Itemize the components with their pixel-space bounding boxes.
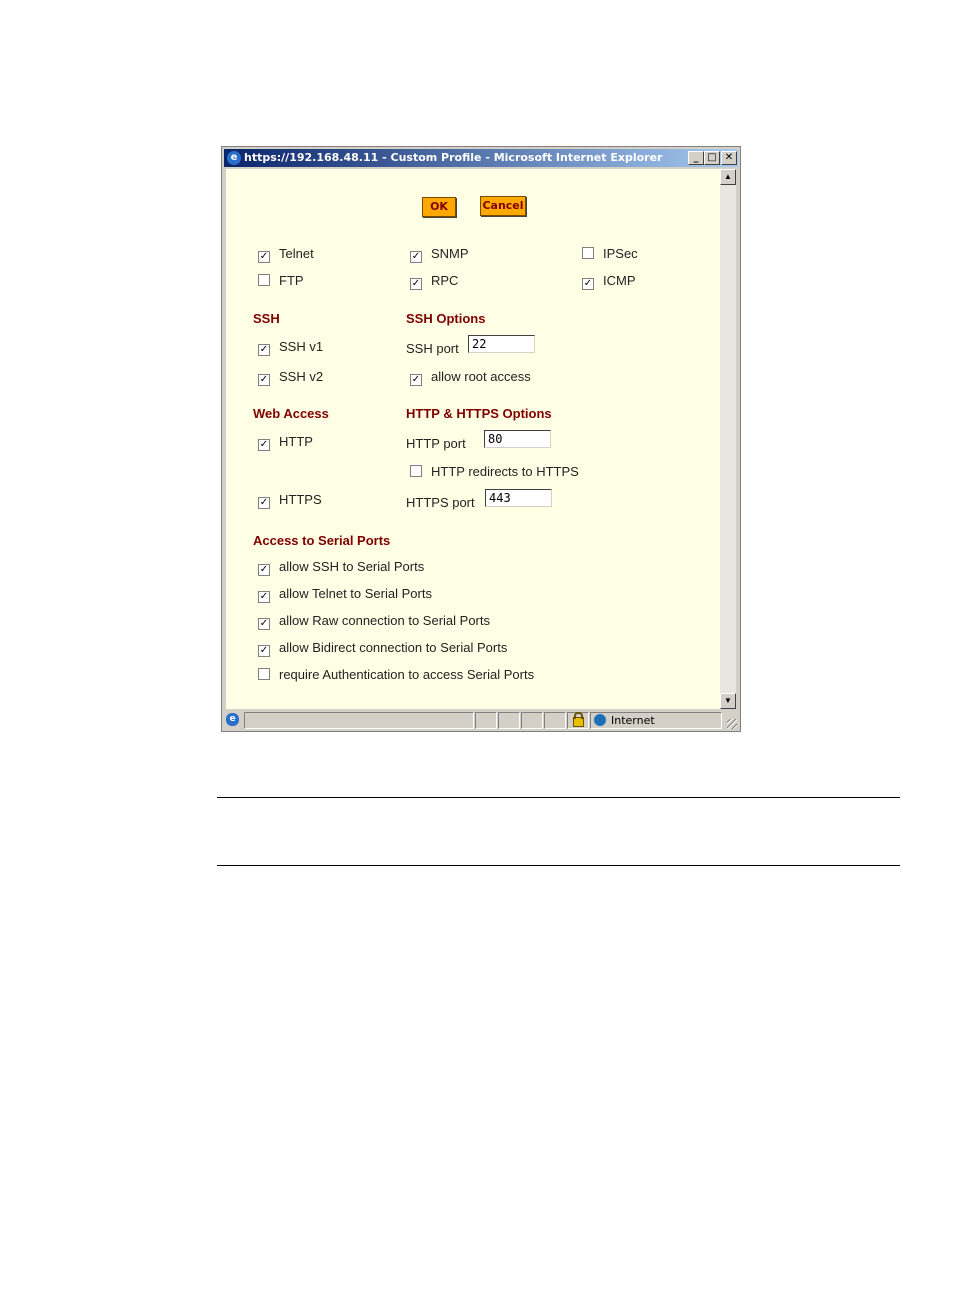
http-port-label: HTTP port: [406, 436, 466, 451]
web-access-heading: Web Access: [253, 406, 329, 421]
checkbox-telnet[interactable]: [258, 246, 314, 263]
checkbox-label: HTTPS: [279, 492, 322, 507]
zone-label: Internet: [611, 714, 655, 727]
globe-icon: [594, 714, 606, 726]
checkbox-icon[interactable]: ✓: [259, 591, 269, 602]
https-port-input[interactable]: 443: [485, 489, 552, 507]
lock-icon: [567, 712, 589, 729]
checkbox-label: Telnet: [279, 246, 314, 261]
checkbox-serial-ssh[interactable]: [258, 559, 424, 576]
resize-grip-icon[interactable]: [727, 719, 737, 729]
divider: [217, 797, 900, 798]
checkbox-icon[interactable]: ✓: [259, 251, 269, 262]
checkbox-icon[interactable]: ✓: [259, 645, 269, 656]
checkbox-label: IPSec: [603, 246, 638, 261]
serial-ports-heading: Access to Serial Ports: [253, 533, 391, 548]
checkbox-icon[interactable]: ✓: [259, 564, 269, 575]
scroll-down-icon[interactable]: ▼: [720, 693, 736, 709]
window-title: https://192.168.48.11 - Custom Profile - Microsoft Internet Explorer: [244, 151, 663, 164]
checkbox-rpc[interactable]: [410, 273, 458, 290]
checkbox-snmp[interactable]: [410, 246, 469, 263]
ie-icon: e: [227, 151, 241, 165]
checkbox-icon[interactable]: ✓: [411, 278, 421, 289]
zone-pane: [590, 712, 722, 729]
checkbox-ssh-v1[interactable]: [258, 339, 323, 356]
checkbox-icon[interactable]: ✓: [259, 344, 269, 355]
checkbox-ipsec[interactable]: [582, 246, 638, 261]
vertical-scrollbar[interactable]: [720, 169, 736, 709]
status-text-pane: [244, 712, 474, 729]
checkbox-icon[interactable]: [258, 274, 270, 286]
checkbox-label: allow Telnet to Serial Ports: [279, 586, 432, 601]
scroll-up-icon[interactable]: ▲: [720, 169, 736, 185]
status-pane: [544, 712, 566, 729]
checkbox-icon[interactable]: [582, 247, 594, 259]
checkbox-https[interactable]: [258, 492, 322, 509]
ssh-port-input[interactable]: 22: [468, 335, 535, 353]
page-content: [226, 169, 720, 709]
checkbox-icon[interactable]: ✓: [583, 278, 593, 289]
checkbox-label: allow Raw connection to Serial Ports: [279, 613, 490, 628]
checkbox-label: ICMP: [603, 273, 636, 288]
checkbox-label: allow root access: [431, 369, 531, 384]
title-bar[interactable]: [224, 149, 738, 167]
checkbox-http-redirect[interactable]: [410, 464, 579, 479]
checkbox-label: allow Bidirect connection to Serial Ports: [279, 640, 508, 655]
checkbox-label: FTP: [279, 273, 304, 288]
ssh-port-label: SSH port: [406, 341, 459, 356]
checkbox-icon[interactable]: ✓: [411, 374, 421, 385]
checkbox-ssh-v2[interactable]: [258, 369, 323, 386]
close-button[interactable]: ✕: [721, 151, 737, 165]
checkbox-label: allow SSH to Serial Ports: [279, 559, 425, 574]
ssh-heading: SSH: [253, 311, 280, 326]
browser-window: [221, 146, 741, 732]
checkbox-serial-telnet[interactable]: [258, 586, 432, 603]
checkbox-label: SNMP: [431, 246, 469, 261]
checkbox-allow-root[interactable]: [410, 369, 531, 386]
minimize-button[interactable]: _: [688, 151, 704, 165]
divider: [217, 865, 900, 866]
checkbox-icon[interactable]: ✓: [259, 439, 269, 450]
checkbox-label: HTTP: [279, 434, 313, 449]
status-pane: [498, 712, 520, 729]
checkbox-ftp[interactable]: [258, 273, 304, 288]
status-pane: [521, 712, 543, 729]
checkbox-icon[interactable]: ✓: [259, 497, 269, 508]
http-port-input[interactable]: 80: [484, 430, 551, 448]
checkbox-icon[interactable]: ✓: [259, 374, 269, 385]
checkbox-icon[interactable]: ✓: [259, 618, 269, 629]
checkbox-label: SSH v1: [279, 339, 324, 354]
page-icon: e: [224, 712, 242, 727]
status-pane: [475, 712, 497, 729]
http-options-heading: HTTP & HTTPS Options: [406, 406, 552, 421]
checkbox-icmp[interactable]: [582, 273, 636, 290]
checkbox-label: require Authentication to access Serial Ports: [279, 667, 535, 682]
https-port-label: HTTPS port: [406, 495, 475, 510]
checkbox-label: SSH v2: [279, 369, 324, 384]
checkbox-serial-bidirect[interactable]: [258, 640, 507, 657]
checkbox-serial-auth[interactable]: [258, 667, 534, 682]
checkbox-icon[interactable]: ✓: [411, 251, 421, 262]
checkbox-label: HTTP redirects to HTTPS: [431, 464, 579, 479]
cancel-button[interactable]: Cancel: [480, 196, 526, 216]
status-bar: [224, 711, 738, 729]
ok-button[interactable]: OK: [422, 197, 456, 217]
checkbox-icon[interactable]: [258, 668, 270, 680]
checkbox-serial-raw[interactable]: [258, 613, 490, 630]
maximize-button[interactable]: □: [704, 151, 720, 165]
checkbox-http[interactable]: [258, 434, 313, 451]
ssh-options-heading: SSH Options: [406, 311, 486, 326]
checkbox-icon[interactable]: [410, 465, 422, 477]
checkbox-label: RPC: [431, 273, 459, 288]
